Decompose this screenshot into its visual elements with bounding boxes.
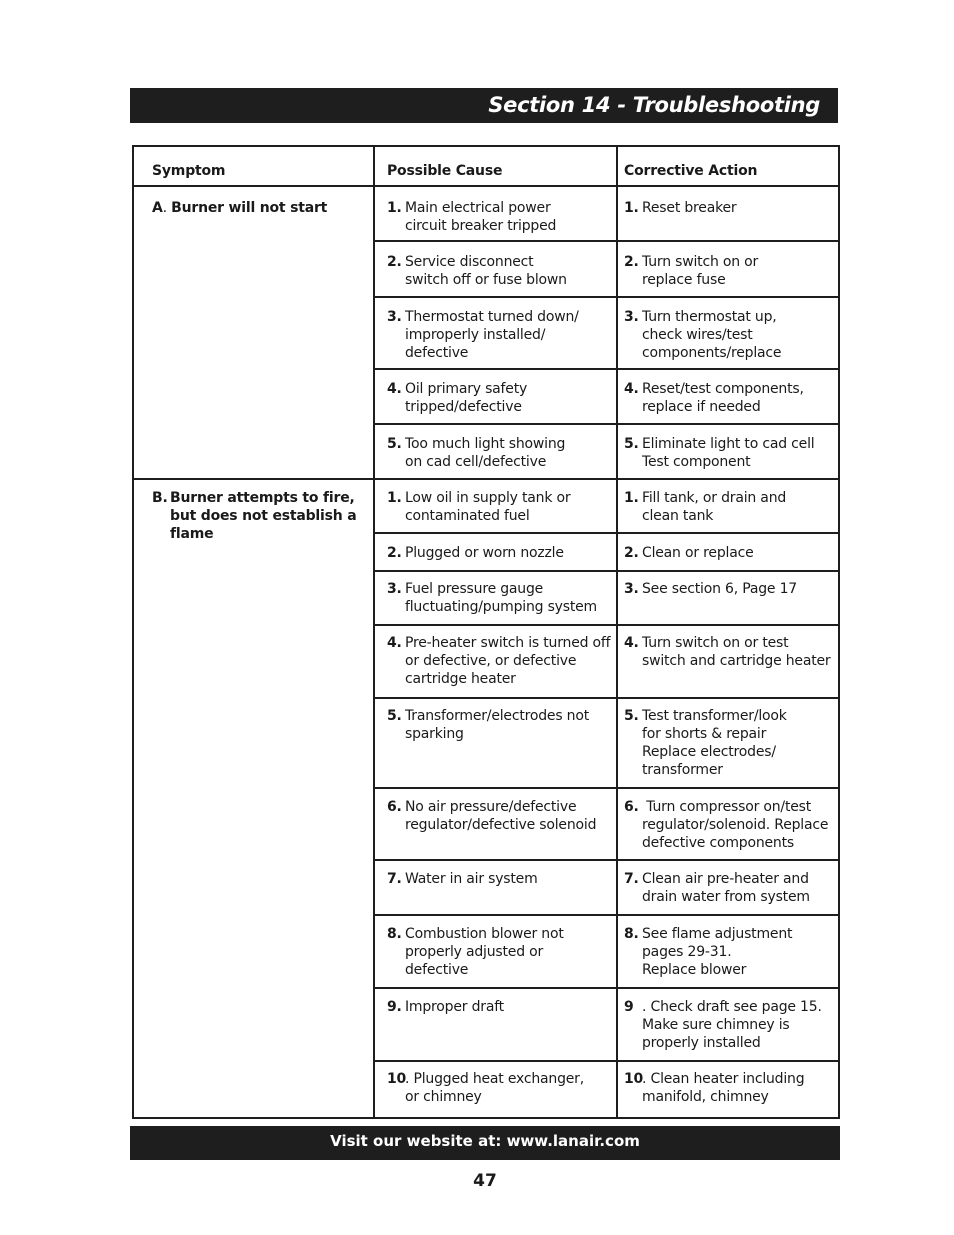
possible-cause-cell (387, 998, 504, 1016)
cause-number: 1. (387, 200, 402, 216)
possible-cause-cell (387, 580, 597, 616)
cause-text: on cad cell/defective (405, 454, 547, 470)
cause-number: 1. (387, 490, 402, 506)
action-text: drain water from system (642, 889, 810, 905)
corrective-action-cell (624, 253, 758, 289)
action-text: Test transformer/look (642, 708, 787, 724)
cause-number: 10 (387, 1071, 407, 1087)
action-text: replace if needed (642, 399, 761, 415)
cause-text: tripped/defective (405, 399, 522, 415)
row-divider (373, 532, 838, 534)
cause-text: fluctuating/pumping system (405, 599, 597, 615)
website-link[interactable]: Visit our website at: www.lanair.com (330, 1132, 640, 1150)
group-divider (134, 478, 838, 480)
possible-cause-cell (387, 634, 610, 688)
cause-number: 8. (387, 926, 402, 942)
symptom-line: flame (170, 526, 214, 542)
possible-cause-cell (387, 489, 570, 525)
cause-text: circuit breaker tripped (405, 218, 557, 234)
action-text: Test component (642, 454, 751, 470)
action-text: Replace blower (642, 962, 747, 978)
possible-cause-cell (387, 253, 567, 289)
possible-cause-cell (387, 435, 565, 471)
footer-bar (130, 1126, 840, 1160)
cause-number: 2. (387, 545, 402, 561)
corrective-action-cell (624, 489, 786, 525)
action-number: 9 (624, 999, 634, 1015)
possible-cause-cell (387, 925, 564, 979)
row-divider (373, 1060, 838, 1062)
corrective-action-cell (624, 435, 814, 471)
action-text: Turn switch on or (642, 254, 759, 270)
cause-text: Plugged or worn nozzle (405, 545, 564, 561)
cause-number: 5. (387, 708, 402, 724)
column-divider (616, 147, 618, 1117)
action-text: See flame adjustment (642, 926, 793, 942)
action-text: Fill tank, or drain and (642, 490, 787, 506)
action-number: 4. (624, 635, 639, 651)
action-text: Turn thermostat up, (642, 309, 777, 325)
cause-number: 4. (387, 635, 402, 651)
action-number: 5. (624, 436, 639, 452)
cause-text: Too much light showing (405, 436, 566, 452)
corrective-action-cell (624, 544, 753, 562)
cause-text: or chimney (405, 1089, 482, 1105)
cause-text: contaminated fuel (405, 508, 530, 524)
action-text: . Check draft see page 15. (642, 999, 822, 1015)
action-text: See section 6, Page 17 (642, 581, 798, 597)
corrective-action-cell (624, 380, 804, 416)
corrective-action-cell (624, 998, 822, 1052)
cause-text: Improper draft (405, 999, 504, 1015)
header-divider (134, 185, 838, 187)
cause-text: Oil primary safety (405, 381, 528, 397)
cause-text: Water in air system (405, 871, 538, 887)
action-number: 6. (624, 799, 639, 815)
cause-number: 6. (387, 799, 402, 815)
row-divider (373, 697, 838, 699)
action-text: regulator/solenoid. Replace (642, 817, 829, 833)
action-number: 8. (624, 926, 639, 942)
cause-text: properly adjusted or (405, 944, 544, 960)
cause-number: 5. (387, 436, 402, 452)
action-text: pages 29-31. (642, 944, 732, 960)
corrective-action-cell (624, 199, 736, 217)
column-header-possible-cause: Possible Cause (387, 163, 503, 179)
action-text: Turn compressor on/test (642, 799, 812, 815)
action-text: Reset/test components, (642, 381, 804, 397)
cause-number: 7. (387, 871, 402, 887)
row-divider (373, 914, 838, 916)
cause-text: sparking (405, 726, 464, 742)
row-divider (373, 240, 838, 242)
action-number: 4. (624, 381, 639, 397)
cause-text: No air pressure/defective (405, 799, 577, 815)
cause-number: 3. (387, 581, 402, 597)
action-text: Make sure chimney is (642, 1017, 790, 1033)
symptom-b (152, 489, 356, 543)
action-number: 3. (624, 309, 639, 325)
action-text: transformer (642, 762, 723, 778)
row-divider (373, 624, 838, 626)
cause-text: Fuel pressure gauge (405, 581, 544, 597)
action-text: Clean air pre-heater and (642, 871, 809, 887)
action-text: Eliminate light to cad cell (642, 436, 815, 452)
corrective-action-cell (624, 798, 828, 852)
cause-number: 4. (387, 381, 402, 397)
page-number: 47 (473, 1171, 497, 1191)
column-header-corrective-action: Corrective Action (624, 163, 758, 179)
cause-text: Pre-heater switch is turned off (405, 635, 611, 651)
action-text: components/replace (642, 345, 782, 361)
action-text: defective components (642, 835, 794, 851)
corrective-action-cell (624, 308, 781, 362)
action-text: replace fuse (642, 272, 726, 288)
possible-cause-cell (387, 707, 589, 743)
symptom-a: A. Burner will not start (152, 200, 328, 216)
symptom-text: Burner will not start (171, 200, 328, 216)
possible-cause-cell (387, 308, 579, 362)
symptom-letter: A (152, 200, 163, 216)
action-number: 10 (624, 1071, 644, 1087)
cause-text: cartridge heater (405, 671, 516, 687)
row-divider (373, 570, 838, 572)
row-divider (373, 368, 838, 370)
cause-number: 9. (387, 999, 402, 1015)
cause-text: . Plugged heat exchanger, (405, 1071, 584, 1087)
possible-cause-cell (387, 870, 538, 888)
row-divider (373, 787, 838, 789)
cause-text: or defective, or defective (405, 653, 577, 669)
symptom-line: but does not establish a (170, 508, 357, 524)
action-text: manifold, chimney (642, 1089, 769, 1105)
row-divider (373, 859, 838, 861)
action-number: 5. (624, 708, 639, 724)
cause-text: improperly installed/ (405, 327, 546, 343)
action-text: check wires/test (642, 327, 753, 343)
action-text: clean tank (642, 508, 714, 524)
section-title: Section 14 - Troubleshooting (488, 93, 820, 117)
cause-number: 3. (387, 309, 402, 325)
action-text: properly installed (642, 1035, 761, 1051)
possible-cause-cell (387, 1070, 584, 1106)
symptom-line: Burner attempts to fire, (170, 490, 355, 506)
cause-text: Combustion blower not (405, 926, 564, 942)
action-number: 1. (624, 490, 639, 506)
action-text: . Clean heater including (642, 1071, 805, 1087)
cause-text: Service disconnect (405, 254, 534, 270)
action-text: Clean or replace (642, 545, 754, 561)
row-divider (373, 296, 838, 298)
cause-text: defective (405, 962, 469, 978)
troubleshooting-table (132, 145, 840, 1119)
symptom-letter: B. (152, 490, 168, 506)
section-header-bar (130, 88, 838, 123)
row-divider (373, 987, 838, 989)
possible-cause-cell (387, 798, 596, 834)
action-number: 2. (624, 545, 639, 561)
cause-text: regulator/defective solenoid (405, 817, 597, 833)
action-text: Reset breaker (642, 200, 737, 216)
corrective-action-cell (624, 707, 787, 779)
cause-text: Main electrical power (405, 200, 551, 216)
column-header-symptom: Symptom (152, 163, 226, 179)
corrective-action-cell (624, 1070, 804, 1106)
corrective-action-cell (624, 580, 797, 598)
action-text: Replace electrodes/ (642, 744, 776, 760)
corrective-action-cell (624, 634, 830, 670)
action-number: 3. (624, 581, 639, 597)
action-text: switch and cartridge heater (642, 653, 831, 669)
cause-text: Transformer/electrodes not (405, 708, 590, 724)
cause-text: Low oil in supply tank or (405, 490, 571, 506)
corrective-action-cell (624, 870, 810, 906)
possible-cause-cell (387, 380, 527, 416)
cause-text: switch off or fuse blown (405, 272, 567, 288)
action-number: 1. (624, 200, 639, 216)
cause-number: 2. (387, 254, 402, 270)
possible-cause-cell (387, 544, 564, 562)
cause-text: Thermostat turned down/ (405, 309, 579, 325)
possible-cause-cell (387, 199, 556, 235)
cause-text: defective (405, 345, 469, 361)
corrective-action-cell (624, 925, 792, 979)
action-number: 2. (624, 254, 639, 270)
row-divider (373, 423, 838, 425)
action-text: Turn switch on or test (642, 635, 789, 651)
column-divider (373, 147, 375, 1117)
action-number: 7. (624, 871, 639, 887)
action-text: for shorts & repair (642, 726, 767, 742)
